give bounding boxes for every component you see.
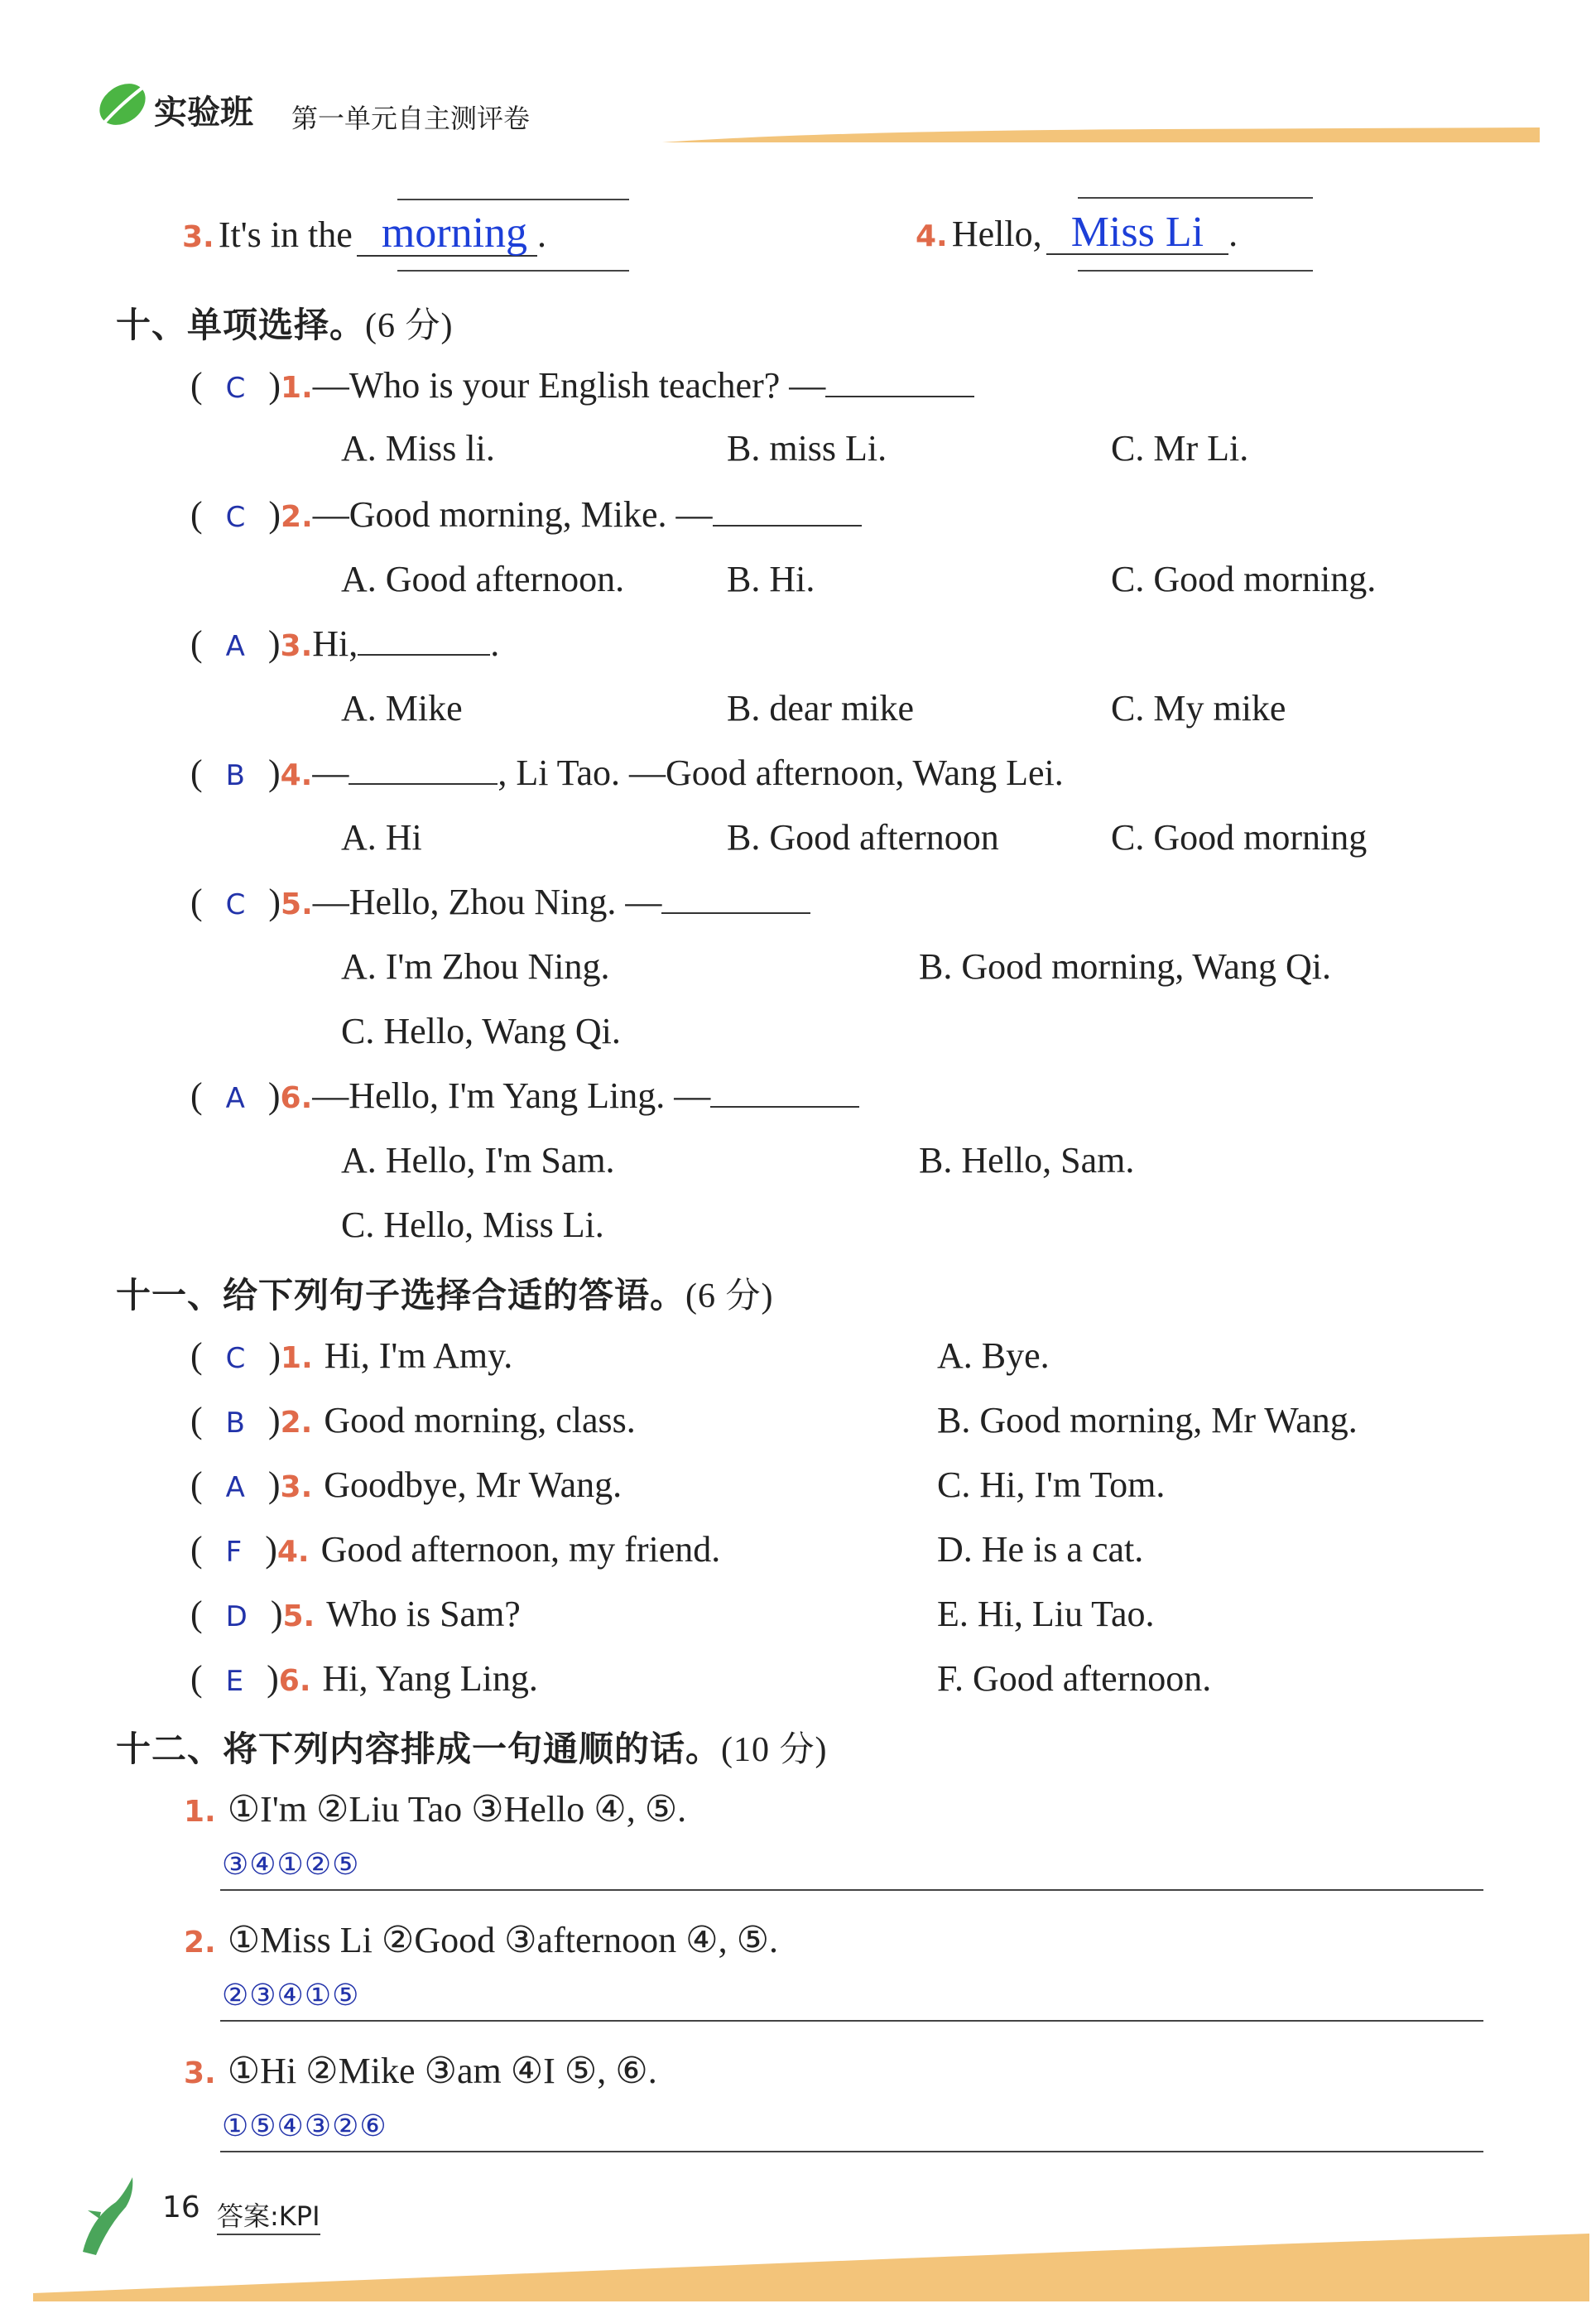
s11-choice-c: C. Hi, I'm Tom. (937, 1464, 1166, 1505)
s10-q5-option-b: B. Good morning, Wang Qi. (919, 946, 1331, 987)
answer-morning: morning (357, 212, 537, 257)
s12-item-1: 1. ①I'm ②Liu Tao ③Hello ④, ⑤. (184, 1789, 687, 1830)
s11-choice-f: F. Good afternoon. (937, 1658, 1212, 1699)
s12-item-2: 2. ①Miss Li ②Good ③afternoon ④, ⑤. (184, 1920, 779, 1960)
s12-answer-3: ①⑤④③②⑥ (222, 2109, 387, 2143)
s10-q1-option-b: B. miss Li. (727, 428, 887, 469)
s12-answer-1: ③④①②⑤ (222, 1848, 360, 1882)
s11-item-5: ( D )5. Who is Sam? (190, 1594, 521, 1634)
s11-choice-d: D. He is a cat. (937, 1529, 1144, 1570)
s11-item-6: ( E )6. Hi, Yang Ling. (190, 1658, 538, 1699)
s11-item-3: ( A )3. Goodbye, Mr Wang. (190, 1464, 623, 1505)
fill-blank-4: 4. Hello, Miss Li . (916, 209, 1238, 256)
footer-band (33, 2227, 1589, 2301)
s10-q3-option-c: C. My mike (1111, 688, 1286, 729)
leaf-logo-icon (93, 76, 152, 131)
s10-q6-option-c: C. Hello, Miss Li. (341, 1205, 604, 1245)
s10-question-4: ( B )4.— , Li Tao. —Good afternoon, Wang Lei. (190, 753, 1064, 793)
s10-q6-option-a: A. Hello, I'm Sam. (341, 1140, 615, 1181)
s11-choice-b: B. Good morning, Mr Wang. (937, 1400, 1358, 1440)
s10-q5-option-a: A. I'm Zhou Ning. (341, 946, 610, 987)
s11-item-1: ( C )1. Hi, I'm Amy. (190, 1335, 513, 1376)
s11-item-2: ( B )2. Good morning, class. (190, 1400, 636, 1440)
answer-key-label: 答案:KPI (217, 2195, 320, 2235)
s11-choice-e: E. Hi, Liu Tao. (937, 1594, 1155, 1634)
section-10-title: 十、单项选择。(6 分) (116, 305, 454, 345)
s11-item-4: ( F )4. Good afternoon, my friend. (190, 1529, 721, 1570)
s10-q1-option-c: C. Mr Li. (1111, 428, 1249, 469)
s10-q1-option-a: A. Miss li. (341, 428, 495, 469)
s10-q4-option-c: C. Good morning (1111, 817, 1368, 858)
s11-choice-a: A. Bye. (937, 1335, 1050, 1376)
s10-q3-option-b: B. dear mike (727, 688, 915, 729)
s12-answer-2: ②③④①⑤ (222, 1979, 360, 2013)
s10-q4-option-b: B. Good afternoon (727, 817, 999, 858)
unit-title: 第一单元自主测评卷 (291, 103, 531, 134)
s10-question-6: ( A )6.—Hello, I'm Yang Ling. — (190, 1075, 859, 1117)
fill-blank-3: 3. It's in the morning . (182, 209, 547, 257)
s10-q4-option-a: A. Hi (341, 817, 422, 858)
s10-q5-option-c: C. Hello, Wang Qi. (341, 1011, 621, 1051)
s10-q3-option-a: A. Mike (341, 688, 463, 729)
s12-item-3: 3. ①Hi ②Mike ③am ④I ⑤, ⑥. (184, 2051, 657, 2091)
section-11-title: 十一、给下列句子选择合适的答语。(6 分) (116, 1275, 774, 1315)
section-12-title: 十二、将下列内容排成一句通顺的话。(10 分) (116, 1729, 828, 1769)
brand-title: 实验班 (154, 94, 253, 132)
page-number: 16 (162, 2191, 200, 2224)
s10-question-5: ( C )5.—Hello, Zhou Ning. — (190, 881, 810, 923)
answer-miss-li: Miss Li (1046, 212, 1228, 255)
s10-question-3: ( A )3.Hi, . (190, 623, 500, 664)
s10-question-2: ( C )2.—Good morning, Mike. — (190, 493, 862, 536)
s10-q2-option-a: A. Good afternoon. (341, 559, 625, 599)
s10-q2-option-b: B. Hi. (727, 559, 815, 599)
header-band (662, 124, 1540, 144)
s10-q6-option-b: B. Hello, Sam. (919, 1140, 1135, 1181)
s10-q2-option-c: C. Good morning. (1111, 559, 1377, 599)
s10-question-1: ( C )1.—Who is your English teacher? — (190, 364, 974, 406)
